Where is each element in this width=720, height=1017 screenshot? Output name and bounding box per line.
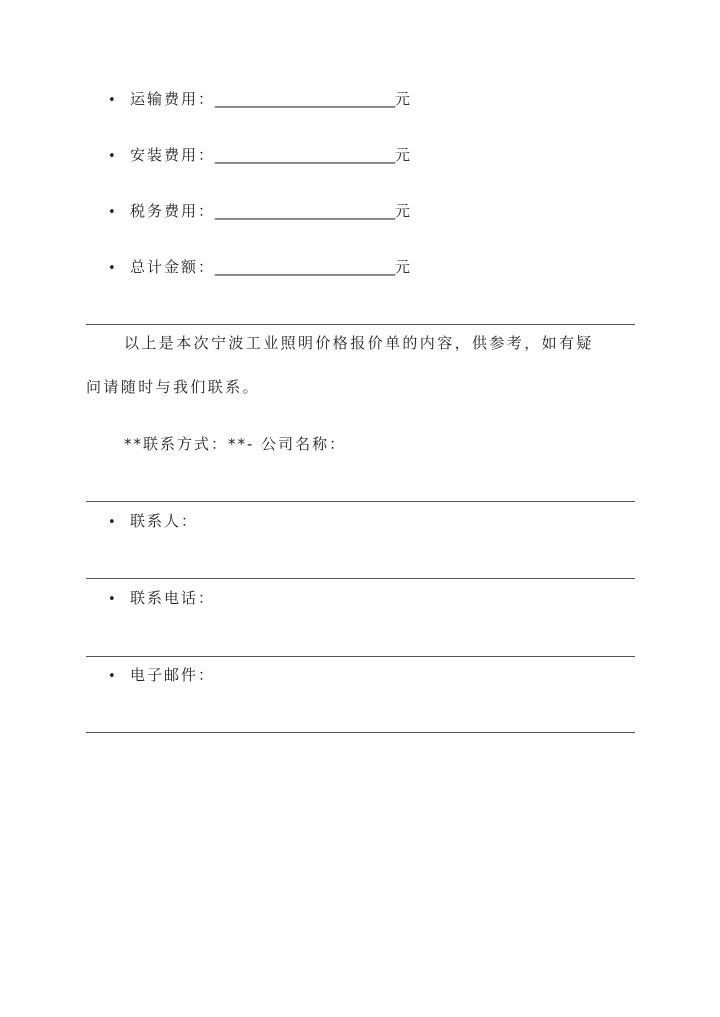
contact-item-phone bbox=[108, 587, 215, 609]
cost-label: 运输费用： bbox=[130, 90, 216, 108]
bullet-icon: • bbox=[108, 205, 116, 220]
cost-label: 税务费用： bbox=[130, 202, 216, 220]
cost-item-install bbox=[108, 144, 412, 166]
cost-blank: ________________________ bbox=[215, 258, 396, 276]
paragraph-line-1: 以上是本次宁波工业照明价格报价单的内容，供参考，如有疑 bbox=[124, 334, 594, 352]
cost-unit: 元 bbox=[395, 202, 413, 220]
contact-item-person bbox=[108, 510, 198, 532]
contact-label: 联系电话： bbox=[130, 589, 216, 607]
contact-label: 联系人： bbox=[130, 512, 199, 530]
bullet-icon: • bbox=[108, 515, 116, 530]
bullet-icon: • bbox=[108, 93, 116, 108]
cost-item-total bbox=[108, 256, 412, 278]
bullet-icon: • bbox=[108, 149, 116, 164]
cost-blank: ________________________ bbox=[215, 90, 396, 108]
cost-unit: 元 bbox=[395, 258, 413, 276]
cost-label: 总计金额： bbox=[130, 258, 216, 276]
cost-label: 安装费用： bbox=[130, 146, 216, 164]
divider bbox=[86, 656, 635, 657]
divider bbox=[86, 324, 635, 325]
cost-unit: 元 bbox=[395, 90, 413, 108]
divider bbox=[86, 501, 635, 502]
bullet-icon: • bbox=[108, 261, 116, 276]
cost-blank: ________________________ bbox=[215, 146, 396, 164]
divider bbox=[86, 578, 635, 579]
cost-unit: 元 bbox=[395, 146, 413, 164]
divider bbox=[86, 732, 635, 733]
cost-item-transport bbox=[108, 88, 412, 110]
contact-heading: **联系方式：**- 公司名称： bbox=[124, 435, 347, 453]
bullet-icon: • bbox=[108, 669, 116, 684]
contact-label: 电子邮件： bbox=[130, 666, 216, 684]
paragraph-line-2: 问请随时与我们联系。 bbox=[86, 378, 261, 396]
cost-item-tax bbox=[108, 200, 412, 222]
bullet-icon: • bbox=[108, 592, 116, 607]
contact-item-email bbox=[108, 664, 215, 686]
cost-blank: ________________________ bbox=[215, 202, 396, 220]
